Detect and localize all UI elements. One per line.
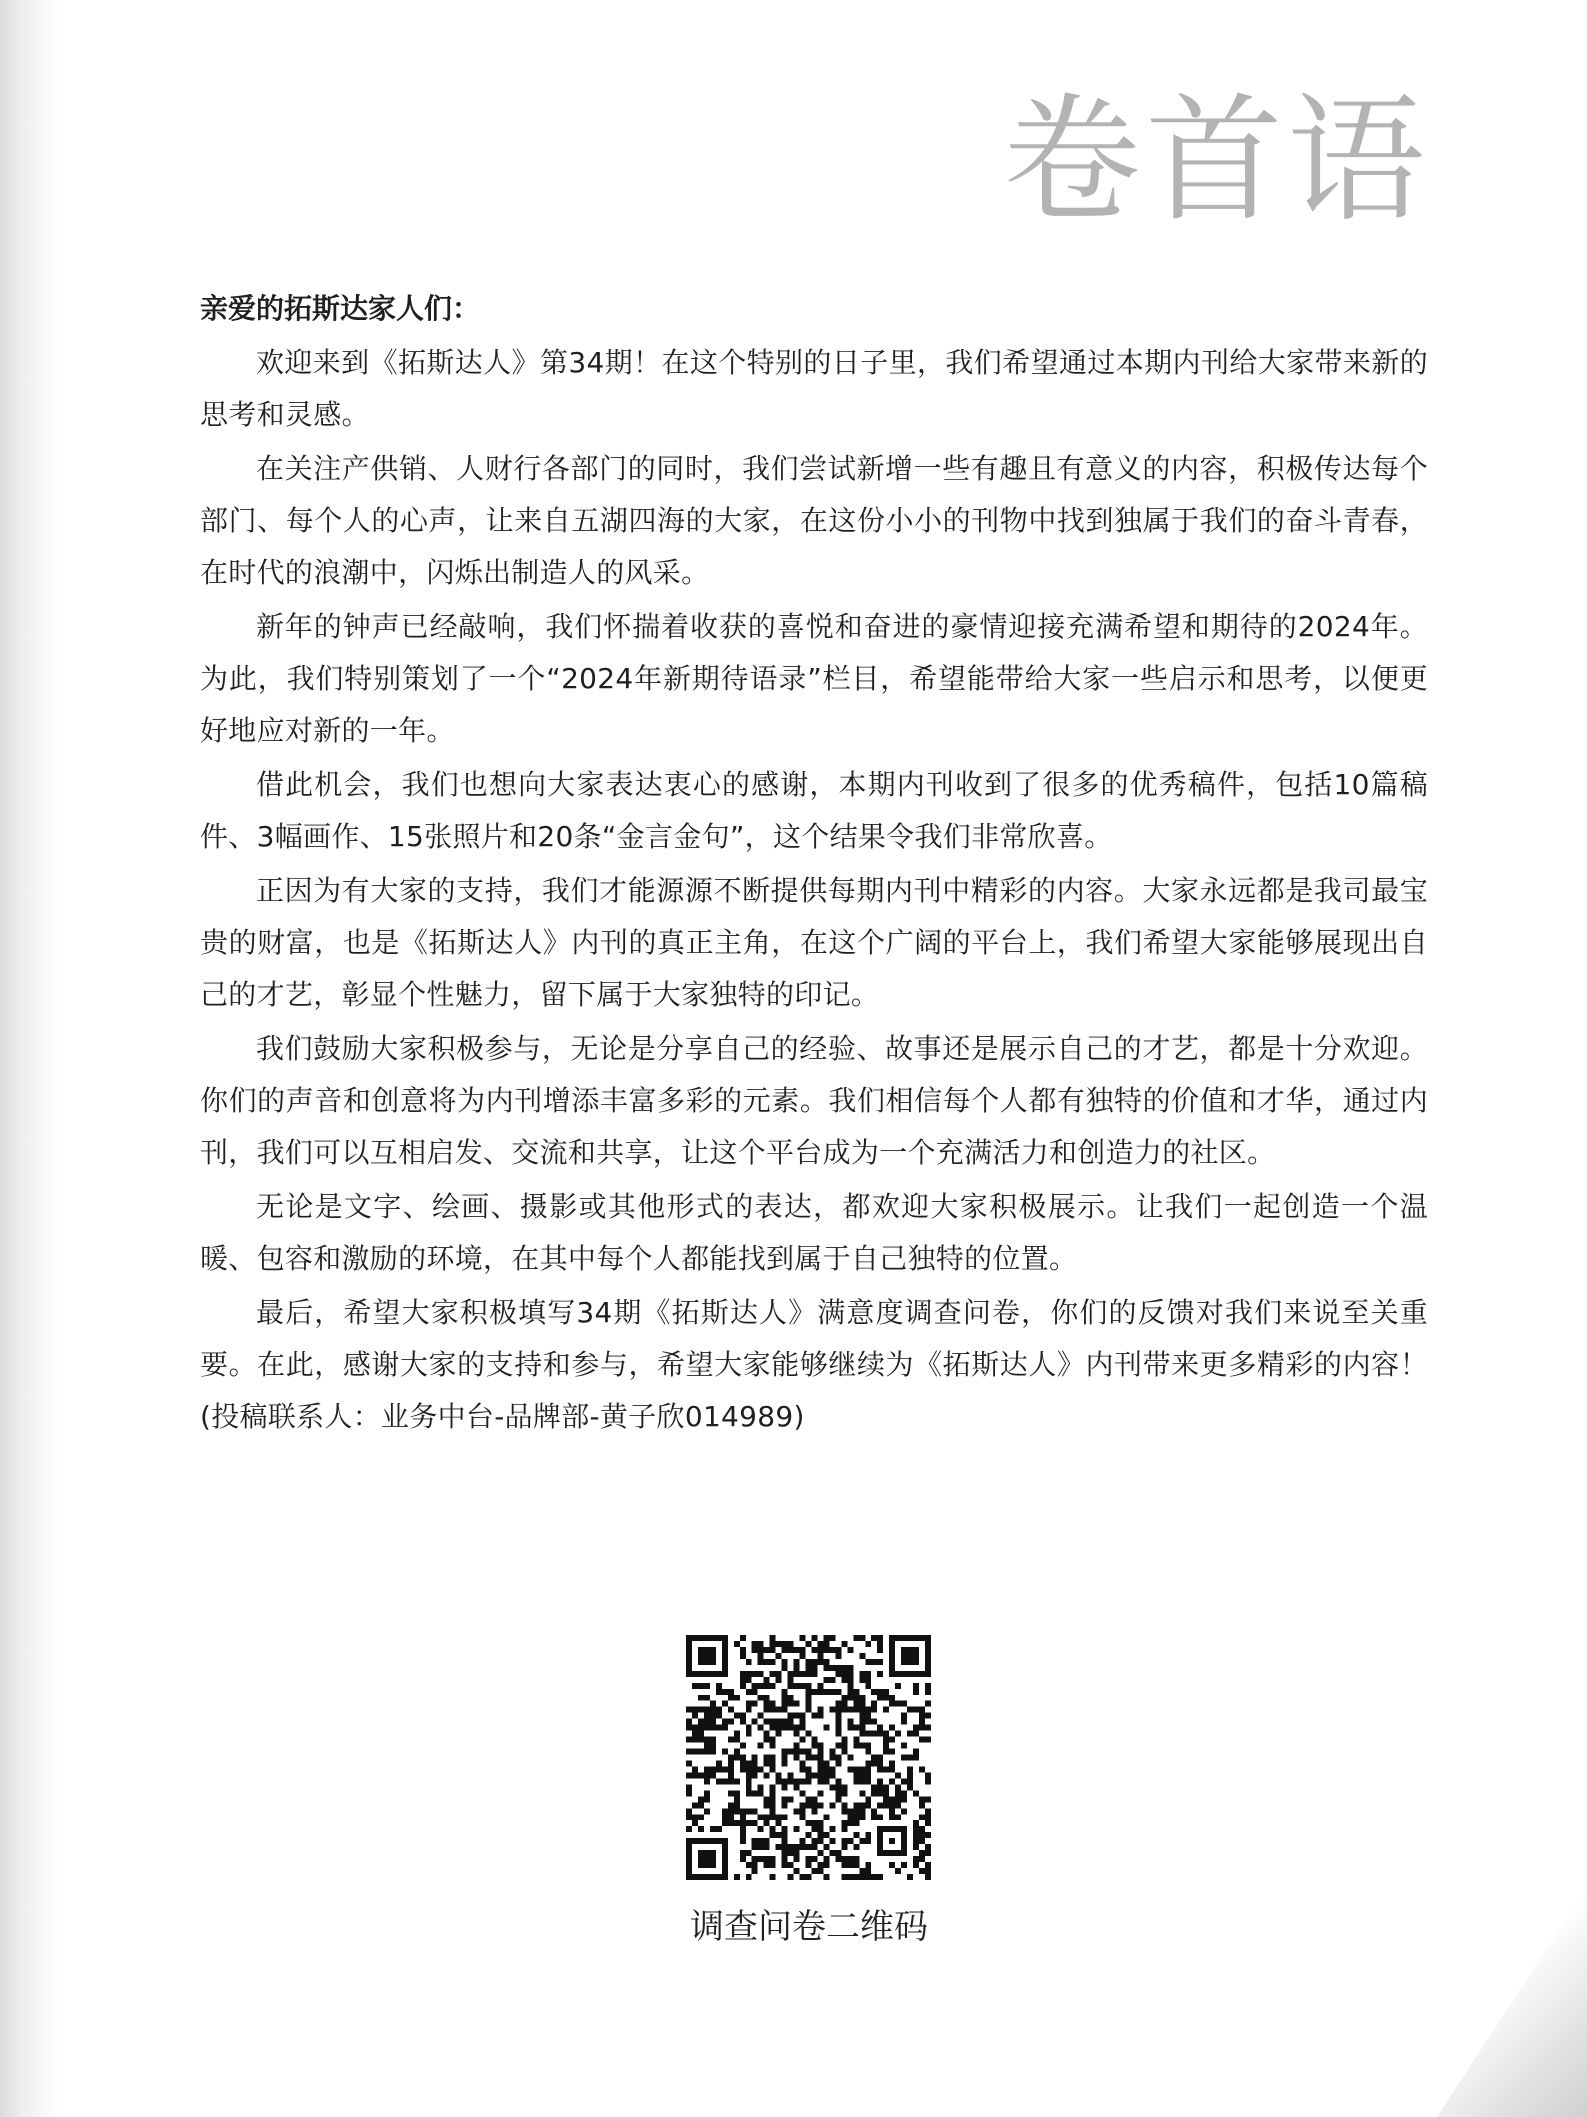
paragraph: 我们鼓励大家积极参与，无论是分享自己的经验、故事还是展示自己的才艺，都是十分欢迎。你们的声音和创意将为内刊增添丰富多彩的元素。我们相信每个人都有独特的价值和才华，通过内刊，我们可以互相启发、交流和共享，让这个平台成为一个充满活力和创造力的社区。 — [200, 1032, 1428, 1169]
paragraph: 无论是文字、绘画、摄影或其他形式的表达，都欢迎大家积极展示。让我们一起创造一个温暖、包容和激励的环境，在其中每个人都能找到属于自己独特的位置。 — [200, 1190, 1428, 1275]
qr-code-graphic — [686, 1635, 931, 1880]
letter-greeting: 亲爱的拓斯达家人们： — [200, 292, 481, 325]
qr-caption: 调查问卷二维码 — [690, 1907, 928, 1947]
page-title: 卷首语 — [1002, 80, 1429, 241]
paragraph: 在关注产供销、人财行各部门的同时，我们尝试新增一些有趣且有意义的内容，积极传达每个部门、每个人的心声，让来自五湖四海的大家，在这份小小的刊物中找到独属于我们的奋斗青春，在时代的浪潮中，闪烁出制造人的风采。 — [200, 452, 1428, 589]
paragraph: 新年的钟声已经敲响，我们怀揣着收获的喜悦和奋进的豪情迎接充满希望和期待的2024年。为此，我们特别策划了一个“2024年新期待语录”栏目，希望能带给大家一些启示和思考，以便更好地应对新的一年。 — [200, 610, 1428, 747]
paragraph: 借此机会，我们也想向大家表达衷心的感谢，本期内刊收到了很多的优秀稿件，包括10篇稿件、3幅画作、15张照片和20条“金言金句”，这个结果令我们非常欣喜。 — [200, 768, 1428, 853]
letter-body — [200, 285, 1428, 1445]
paragraph: 正因为有大家的支持，我们才能源源不断提供每期内刊中精彩的内容。大家永远都是我司最宝贵的财富，也是《拓斯达人》内刊的真正主角，在这个广阔的平台上，我们希望大家能够展现出自己的才艺，彰显个性魅力，留下属于大家独特的印记。 — [200, 874, 1428, 1011]
page-curl — [1437, 1887, 1587, 2117]
paragraph: 欢迎来到《拓斯达人》第34期！在这个特别的日子里，我们希望通过本期内刊给大家带来新的思考和灵感。 — [200, 346, 1428, 431]
qr-code-icon[interactable] — [686, 1635, 931, 1880]
page-spine-shadow — [0, 0, 60, 2117]
paragraph: 最后，希望大家积极填写34期《拓斯达人》满意度调查问卷，你们的反馈对我们来说至关重要。在此，感谢大家的支持和参与，希望大家能够继续为《拓斯达人》内刊带来更多精彩的内容！(投稿联系人：业务中台-品牌部-黄子欣014989) — [200, 1296, 1428, 1433]
